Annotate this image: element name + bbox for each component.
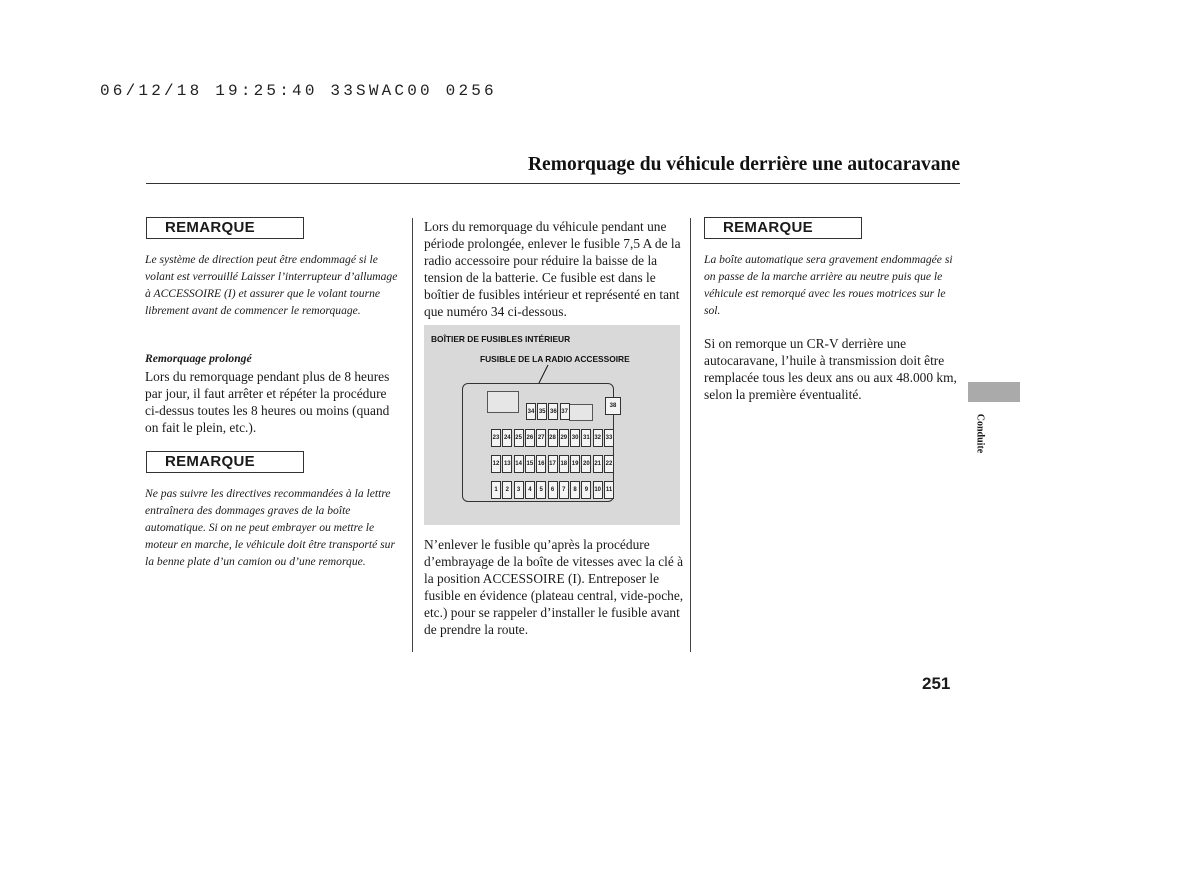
remark-text: Ne pas suivre les directives recommandées à la lettre entraînera des dommages graves de la boîte automatique. Si on ne peut embrayer ou mettre le moteur en marche, le véhicule doit être transporté sur la benne plate d’un camion ou d’une remorque. [145,487,395,568]
fuse-21: 21 [593,455,603,473]
column-divider-right [690,218,691,652]
remark-label: REMARQUE [146,217,304,239]
fuse-31: 31 [581,429,591,447]
column-divider-left [412,218,413,652]
fuse-17: 17 [548,455,558,473]
paragraph: Lors du remorquage pendant plus de 8 heures par jour, il faut arrêter et répéter la procédure ci-dessus toutes les 8 heures ou moins (quand on fait le plein, etc.). [145,369,390,435]
fuse-35: 35 [537,403,547,420]
fuse-22: 22 [604,455,614,473]
fuse-24: 24 [502,429,512,447]
page-number: 251 [922,674,951,693]
fuse-14: 14 [514,455,524,473]
page-title: Remorquage du véhicule derrière une autocaravane [527,154,960,175]
fuse-32: 32 [593,429,603,447]
fuse-19: 19 [570,455,580,473]
fuse-6: 6 [548,481,558,499]
fuse-box-figure [424,325,680,525]
paragraph: Lors du remorquage du véhicule pendant une période prolongée, enlever le fusible 7,5 A de la radio accessoire pour réduire la baisse de la tension de la batterie. Ce fusible est dans le boîtier de fusibles intérieur et représenté en tant que numéro 34 ci-dessous. [424,219,681,319]
paragraph: Si on remorque un CR-V derrière une autocaravane, l’huile à transmission doit être remplacée tous les deux ans ou aux 48.000 km, selon la première éventualité. [704,336,957,402]
fuse-38: 38 [605,397,621,415]
fuse-34: 34 [526,403,536,420]
section-tab-label: Conduite [974,413,986,454]
fuse-33: 33 [604,429,614,447]
fuse-9: 9 [581,481,591,499]
title-rule [146,183,960,184]
fuse-13: 13 [502,455,512,473]
fuse-20: 20 [581,455,591,473]
fuse-12: 12 [491,455,501,473]
fuse-23: 23 [491,429,501,447]
fuse-26: 26 [525,429,535,447]
fuse-18: 18 [559,455,569,473]
remark-text: Le système de direction peut être endommagé si le volant est verrouillé Laisser l’interrupteur d’allumage à ACCESSOIRE (I) et assurer que le volant tourne librement avant de commencer le remorquage. [145,253,398,317]
fuse-37: 37 [560,403,570,420]
fuse-8: 8 [570,481,580,499]
fuse-27: 27 [536,429,546,447]
figure-title: BOÎTIER DE FUSIBLES INTÉRIEUR [431,334,571,344]
section-tab [968,382,1020,402]
print-stamp: 06/12/18 19:25:40 33SWAC00 0256 [100,82,497,100]
fuse-30: 30 [570,429,580,447]
fuse-4: 4 [525,481,535,499]
fuse-36: 36 [548,403,558,420]
fuse-7: 7 [559,481,569,499]
blank-slot [569,404,593,421]
fuse-panel [462,383,617,502]
fuse-25: 25 [514,429,524,447]
blank-slot [487,391,519,413]
fuse-10: 10 [593,481,603,499]
fuse-15: 15 [525,455,535,473]
remark-label: REMARQUE [146,451,304,473]
fuse-callout: FUSIBLE DE LA RADIO ACCESSOIRE [480,354,630,364]
fuse-11: 11 [604,481,614,499]
fuse-5: 5 [536,481,546,499]
paragraph: N’enlever le fusible qu’après la procédure d’embrayage de la boîte de vitesses avec la clé à la position ACCESSOIRE (I). Entreposer le fusible en évidence (plateau central, vide-poche, etc.) pour se rappeler d’installer le fusible avant de prendre la route. [424,537,684,637]
fuse-29: 29 [559,429,569,447]
fuse-1: 1 [491,481,501,499]
fuse-28: 28 [548,429,558,447]
fuse-2: 2 [502,481,512,499]
remark-text: La boîte automatique sera gravement endommagée si on passe de la marche arrière au neutre puis que le véhicule est remorqué avec les roues motrices sur le sol. [704,253,953,317]
fuse-3: 3 [514,481,524,499]
subheading: Remorquage prolongé [145,352,252,365]
remark-label: REMARQUE [704,217,862,239]
fuse-16: 16 [536,455,546,473]
